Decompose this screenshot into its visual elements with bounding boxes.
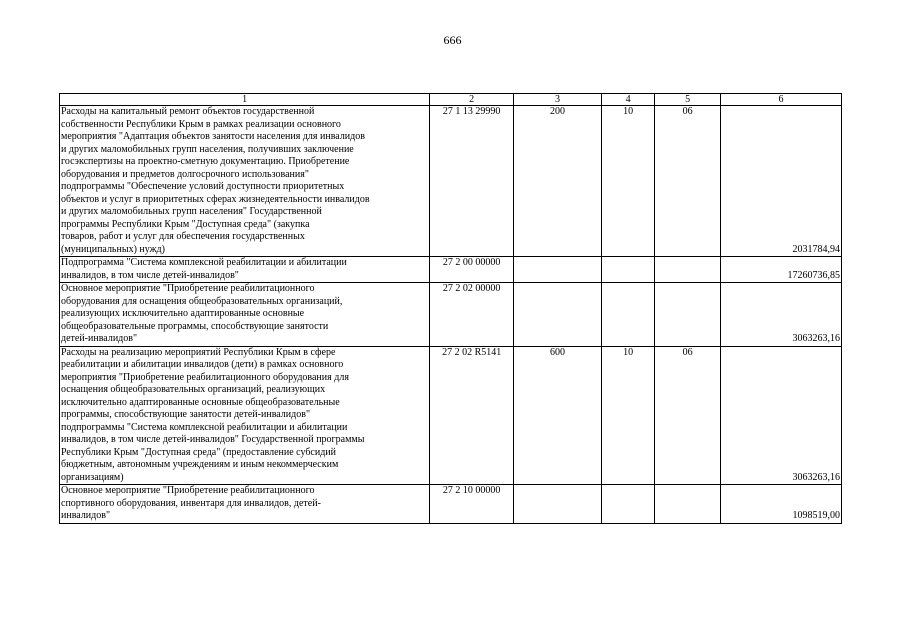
table-row <box>60 106 842 257</box>
table-row <box>60 346 842 485</box>
row-code: 27 2 02 00000 <box>430 283 514 347</box>
row-sum: 2031784,94 <box>720 106 841 257</box>
row-name: Основное мероприятие "Приобретение реабилитационного спортивного оборудования, инвентаря для инвалидов, детей- инвалидов" <box>60 485 430 524</box>
row-name: Основное мероприятие "Приобретение реабилитационного оборудования для оснащения общеобразовательных организаций, реализующих исключительно адаптированные основные общеобразовательные программы, способствующие занятости детей-инвалидов" <box>60 283 430 347</box>
row-code: 27 2 02 R5141 <box>430 346 514 485</box>
row-subsection <box>655 283 721 347</box>
column-header-6: 6 <box>720 94 841 106</box>
row-sum: 3063263,16 <box>720 283 841 347</box>
row-name: Расходы на реализацию мероприятий Республики Крым в сфере реабилитации и абилитации инвалидов (дети) в рамках основного мероприятия "Приобретение реабилитационного оборудования для оснащения общеобразовательных организаций, реализующих исключительно адаптированные основные общеобразовательные программы, способствующие занятости детей-инвалидов" подпрограммы "Система комплексной реабилитации и абилитации инвалидов, в том числе детей-инвалидов" Государственной программы Республики Крым "Доступная среда" (предоставление субсидий бюджетным, автономным учреждениям и иным некоммерческим организациям) <box>60 346 430 485</box>
row-expense-type: 600 <box>514 346 602 485</box>
row-section: 10 <box>601 106 654 257</box>
table-row <box>60 257 842 283</box>
row-code: 27 2 00 00000 <box>430 257 514 283</box>
row-expense-type <box>514 257 602 283</box>
column-header-4: 4 <box>601 94 654 106</box>
budget-table <box>59 93 842 524</box>
column-header-2: 2 <box>430 94 514 106</box>
row-code: 27 1 13 29990 <box>430 106 514 257</box>
row-subsection: 06 <box>655 346 721 485</box>
row-section <box>601 283 654 347</box>
row-expense-type: 200 <box>514 106 602 257</box>
row-section <box>601 257 654 283</box>
page-number: 666 <box>443 33 462 47</box>
row-subsection: 06 <box>655 106 721 257</box>
row-section: 10 <box>601 346 654 485</box>
table-header-row <box>60 94 842 106</box>
row-sum: 3063263,16 <box>720 346 841 485</box>
column-header-5: 5 <box>655 94 721 106</box>
table-row <box>60 283 842 347</box>
column-header-1: 1 <box>60 94 430 106</box>
row-name: Подпрограмма "Система комплексной реабилитации и абилитации инвалидов, в том числе детей-инвалидов" <box>60 257 430 283</box>
row-expense-type <box>514 485 602 524</box>
row-subsection <box>655 485 721 524</box>
row-section <box>601 485 654 524</box>
column-header-3: 3 <box>514 94 602 106</box>
row-code: 27 2 10 00000 <box>430 485 514 524</box>
table-row <box>60 485 842 524</box>
row-sum: 1098519,00 <box>720 485 841 524</box>
row-sum: 17260736,85 <box>720 257 841 283</box>
row-expense-type <box>514 283 602 347</box>
row-name: Расходы на капитальный ремонт объектов государственной собственности Республики Крым в рамках реализации основного мероприятия "Адаптация объектов занятости населения для инвалидов и других маломобильных групп населения, получивших заключение госэкспертизы на проектно-сметную документацию. Приобретение оборудования и предметов долгосрочного использования" подпрограммы "Обеспечение условий доступности приоритетных объектов и услуг в приоритетных сферах жизнедеятельности инвалидов и других маломобильных групп населения" Государственной программы Республики Крым "Доступная среда" (закупка товаров, работ и услуг для обеспечения государственных (муниципальных) нужд) <box>60 106 430 257</box>
row-subsection <box>655 257 721 283</box>
